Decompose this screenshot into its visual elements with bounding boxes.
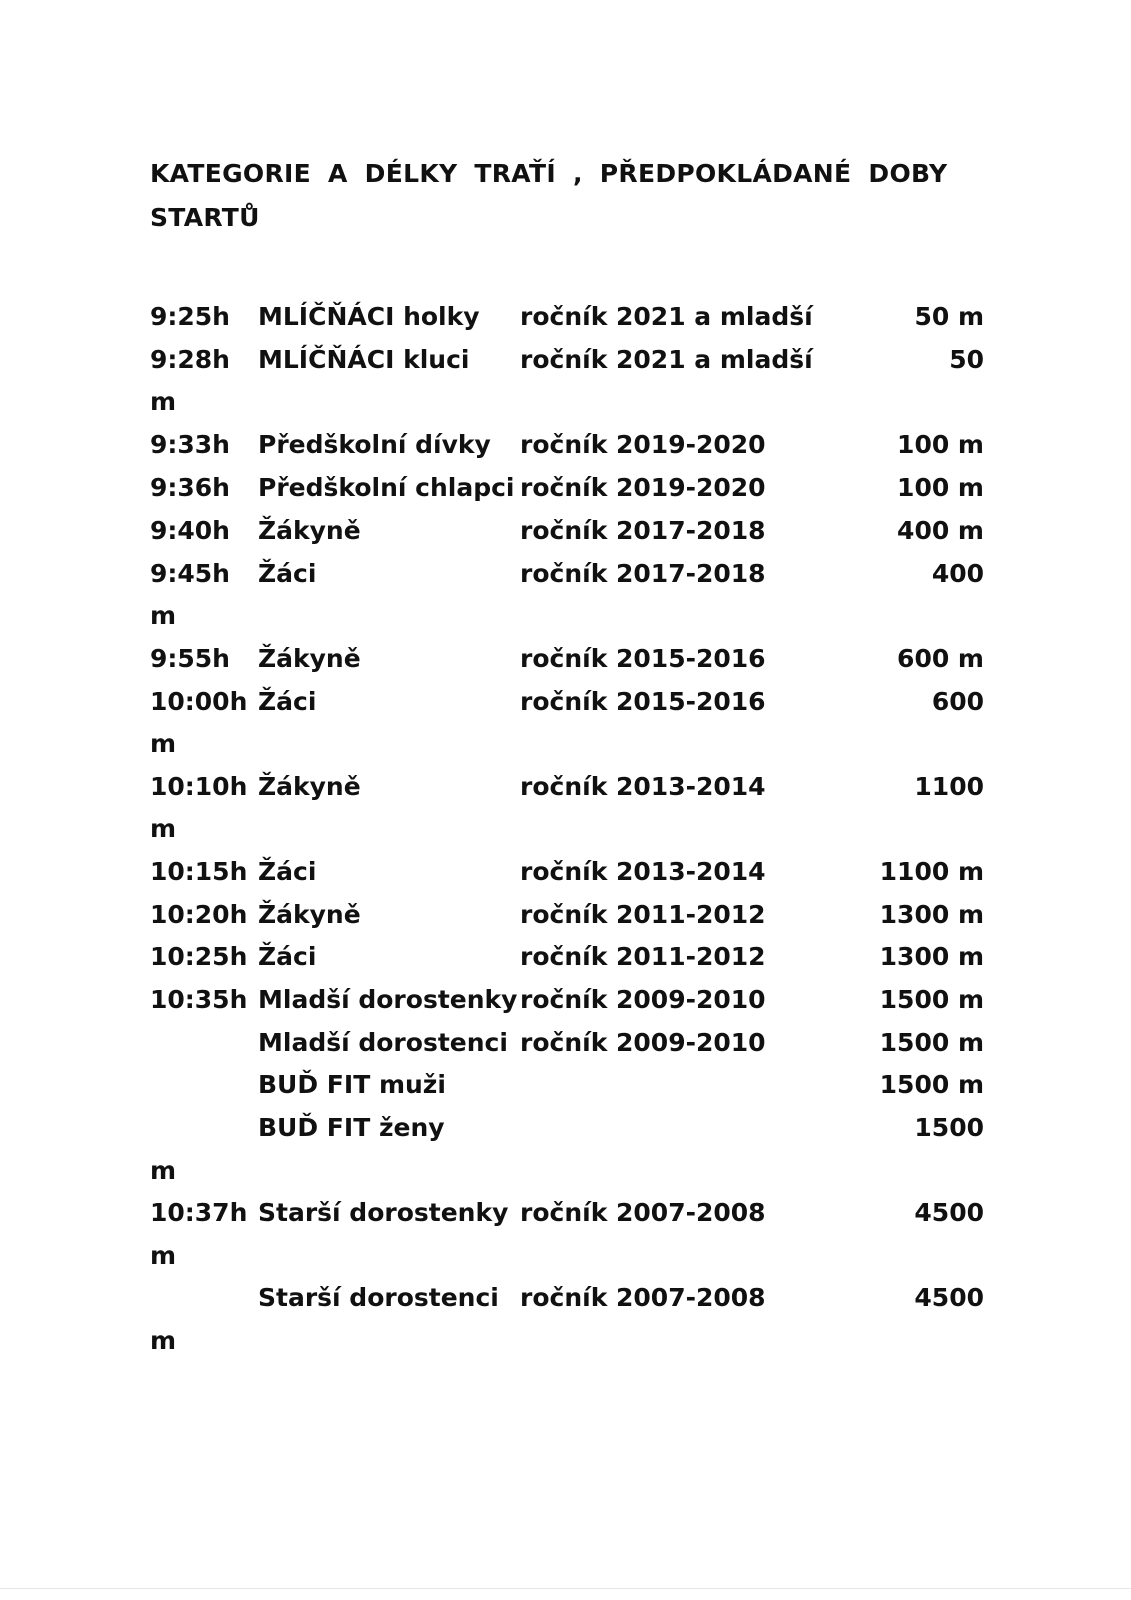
schedule-row [0, 425, 1131, 465]
category-name: Žáci [258, 857, 317, 886]
distance: 1500 m [879, 985, 984, 1014]
start-time: 9:40h [150, 516, 230, 545]
birth-year: ročník 2009-2010 [520, 985, 766, 1014]
distance: 400 [931, 559, 984, 588]
schedule-row [0, 937, 1131, 977]
category-name: Žáci [258, 942, 317, 971]
start-time: 9:28h [150, 345, 230, 374]
start-time: m [150, 601, 177, 630]
category-name: Mladší dorostenci [258, 1028, 508, 1057]
distance: 1500 [914, 1113, 984, 1142]
schedule-row [0, 382, 1131, 422]
schedule-row [0, 1193, 1131, 1233]
schedule-row [0, 1023, 1131, 1063]
schedule-row [0, 468, 1131, 508]
schedule-row [0, 895, 1131, 935]
category-name: Předškolní dívky [258, 430, 491, 459]
start-time: 10:15h [150, 857, 248, 886]
category-name: Žákyně [258, 516, 361, 545]
category-name: Žákyně [258, 772, 361, 801]
birth-year: ročník 2011-2012 [520, 900, 766, 929]
distance: 50 [949, 345, 984, 374]
schedule-row [0, 682, 1131, 722]
schedule-row [0, 596, 1131, 636]
start-time: m [150, 1156, 177, 1185]
category-name: Mladší dorostenky [258, 985, 518, 1014]
distance: 600 m [897, 644, 984, 673]
schedule-row [0, 809, 1131, 849]
start-time: m [150, 729, 177, 758]
category-name: Žáci [258, 687, 317, 716]
category-name: BUĎ FIT ženy [258, 1113, 445, 1142]
start-time: m [150, 387, 177, 416]
start-time: m [150, 814, 177, 843]
distance: 100 m [897, 473, 984, 502]
start-time: 10:35h [150, 985, 248, 1014]
schedule-row [0, 1321, 1131, 1361]
start-time: 9:45h [150, 559, 230, 588]
birth-year: ročník 2007-2008 [520, 1198, 766, 1227]
category-name: Předškolní chlapci [258, 473, 515, 502]
birth-year: ročník 2013-2014 [520, 857, 766, 886]
birth-year: ročník 2015-2016 [520, 644, 766, 673]
category-name: Žákyně [258, 900, 361, 929]
distance: 1100 m [879, 857, 984, 886]
schedule-row [0, 1278, 1131, 1318]
birth-year: ročník 2009-2010 [520, 1028, 766, 1057]
birth-year: ročník 2021 a mladší [520, 302, 813, 331]
category-name: Žákyně [258, 644, 361, 673]
category-name: Starší dorostenci [258, 1283, 499, 1312]
distance: 4500 [914, 1283, 984, 1312]
birth-year: ročník 2019-2020 [520, 430, 766, 459]
start-time: 9:25h [150, 302, 230, 331]
category-name: Starší dorostenky [258, 1198, 509, 1227]
schedule-row [0, 1151, 1131, 1191]
schedule-row [0, 297, 1131, 337]
document-title: KATEGORIE A DÉLKY TRAŤÍ , PŘEDPOKLÁDANÉ DOBY STARTŮ [150, 159, 948, 232]
start-time: 9:36h [150, 473, 230, 502]
distance: 600 [931, 687, 984, 716]
scan-edge-line [0, 1588, 1131, 1589]
start-time: 9:33h [150, 430, 230, 459]
schedule-row [0, 852, 1131, 892]
distance: 50 m [914, 302, 984, 331]
distance: 1300 m [879, 942, 984, 971]
start-time: 10:10h [150, 772, 248, 801]
schedule-row [0, 639, 1131, 679]
schedule-row [0, 767, 1131, 807]
distance: 100 m [897, 430, 984, 459]
start-time: m [150, 1241, 177, 1270]
distance: 1300 m [879, 900, 984, 929]
distance: 400 m [897, 516, 984, 545]
distance: 1100 [914, 772, 984, 801]
distance: 4500 [914, 1198, 984, 1227]
birth-year: ročník 2011-2012 [520, 942, 766, 971]
schedule-row [0, 554, 1131, 594]
schedule-row [0, 340, 1131, 380]
birth-year: ročník 2021 a mladší [520, 345, 813, 374]
schedule-row [0, 724, 1131, 764]
schedule-row [0, 1108, 1131, 1148]
start-time: 10:25h [150, 942, 248, 971]
category-name: Žáci [258, 559, 317, 588]
category-name: MLÍČŇÁCI holky [258, 302, 480, 331]
birth-year: ročník 2013-2014 [520, 772, 766, 801]
start-time: 10:37h [150, 1198, 248, 1227]
schedule-row [0, 980, 1131, 1020]
distance: 1500 m [879, 1070, 984, 1099]
distance: 1500 m [879, 1028, 984, 1057]
category-name: BUĎ FIT muži [258, 1070, 446, 1099]
start-time: 10:00h [150, 687, 248, 716]
birth-year: ročník 2007-2008 [520, 1283, 766, 1312]
schedule-row [0, 1065, 1131, 1105]
birth-year: ročník 2017-2018 [520, 559, 766, 588]
birth-year: ročník 2017-2018 [520, 516, 766, 545]
birth-year: ročník 2019-2020 [520, 473, 766, 502]
start-time: m [150, 1326, 177, 1355]
birth-year: ročník 2015-2016 [520, 687, 766, 716]
category-name: MLÍČŇÁCI kluci [258, 345, 470, 374]
start-time: 9:55h [150, 644, 230, 673]
start-time: 10:20h [150, 900, 248, 929]
schedule-row [0, 511, 1131, 551]
schedule-row [0, 1236, 1131, 1276]
